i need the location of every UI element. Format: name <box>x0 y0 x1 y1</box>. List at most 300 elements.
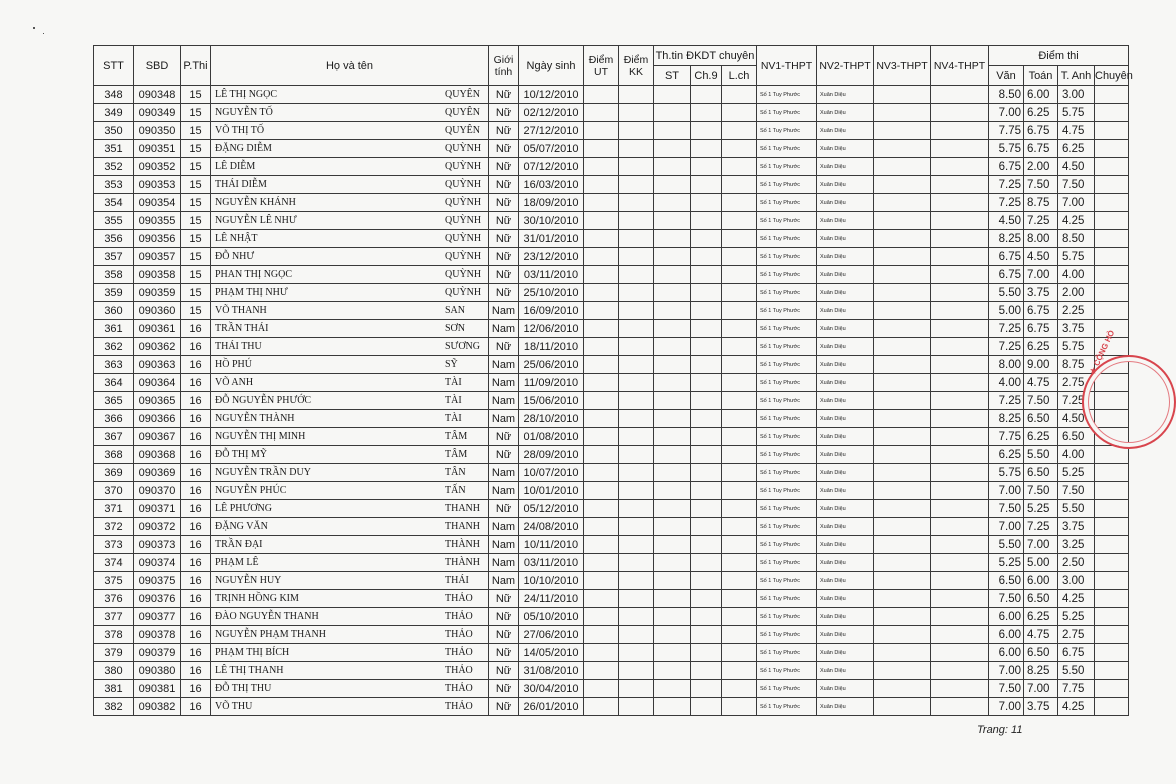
nv3-cell <box>874 248 931 266</box>
chuyen-score-cell <box>1095 122 1129 140</box>
nv4-cell <box>931 302 989 320</box>
gender-cell: Nữ <box>489 662 519 680</box>
st-cell <box>654 122 691 140</box>
nv2-cell: Xuân Diệu <box>817 482 874 500</box>
lch-cell <box>722 536 757 554</box>
first-name: QUỲNH <box>445 251 482 262</box>
pthi-cell: 16 <box>181 464 211 482</box>
last-middle-name: LÊ THỊ NGỌC <box>215 89 278 100</box>
diem-kk-cell <box>619 302 654 320</box>
nv2-cell: Xuân Diệu <box>817 230 874 248</box>
first-name: THẢO <box>445 593 473 604</box>
diem-kk-cell <box>619 572 654 590</box>
last-middle-name: VÕ THANH <box>215 305 267 316</box>
van-score-cell: 7.25 <box>989 338 1024 356</box>
nv3-cell <box>874 374 931 392</box>
sbd-cell: 090357 <box>134 248 181 266</box>
last-middle-name: PHAN THỊ NGỌC <box>215 269 293 280</box>
tanh-score-cell: 4.50 <box>1058 410 1095 428</box>
ch9-cell <box>691 392 722 410</box>
toan-score-cell: 2.00 <box>1024 158 1058 176</box>
header-ngaysinh: Ngày sinh <box>519 46 584 86</box>
lch-cell <box>722 572 757 590</box>
pthi-cell: 16 <box>181 482 211 500</box>
stt-cell: 364 <box>94 374 134 392</box>
sbd-cell: 090358 <box>134 266 181 284</box>
nv2-cell: Xuân Diệu <box>817 194 874 212</box>
tanh-score-cell: 7.25 <box>1058 392 1095 410</box>
last-middle-name: NGUYỄN TRẦN DUY <box>215 467 311 478</box>
table-row <box>94 554 1129 572</box>
stt-cell: 358 <box>94 266 134 284</box>
last-middle-name: ĐỖ NHƯ <box>215 251 255 262</box>
diem-ut-cell <box>584 482 619 500</box>
stt-cell: 357 <box>94 248 134 266</box>
sbd-cell: 090360 <box>134 302 181 320</box>
nv4-cell <box>931 626 989 644</box>
tanh-score-cell: 4.00 <box>1058 446 1095 464</box>
dob-cell: 14/05/2010 <box>519 644 584 662</box>
sbd-cell: 090370 <box>134 482 181 500</box>
gender-cell: Nữ <box>489 158 519 176</box>
nv1-cell: Số 1 Tuy Phước <box>757 572 817 590</box>
first-name: QUYÊN <box>445 107 480 118</box>
first-name: TÂM <box>445 431 468 442</box>
header-toan: Toán <box>1024 66 1058 86</box>
dob-cell: 25/06/2010 <box>519 356 584 374</box>
stt-cell: 381 <box>94 680 134 698</box>
toan-score-cell: 4.50 <box>1024 248 1058 266</box>
nv1-cell: Số 1 Tuy Phước <box>757 518 817 536</box>
diem-ut-cell <box>584 266 619 284</box>
lch-cell <box>722 500 757 518</box>
first-name: TÂN <box>445 467 466 478</box>
chuyen-score-cell <box>1095 158 1129 176</box>
pthi-cell: 16 <box>181 572 211 590</box>
van-score-cell: 8.25 <box>989 410 1024 428</box>
tanh-score-cell: 8.50 <box>1058 230 1095 248</box>
st-cell <box>654 482 691 500</box>
pthi-cell: 15 <box>181 230 211 248</box>
st-cell <box>654 194 691 212</box>
st-cell <box>654 248 691 266</box>
name-cell <box>211 338 489 356</box>
last-middle-name: TRỊNH HỒNG KIM <box>215 593 299 604</box>
nv1-cell: Số 1 Tuy Phước <box>757 644 817 662</box>
lch-cell <box>722 302 757 320</box>
ch9-cell <box>691 104 722 122</box>
nv3-cell <box>874 302 931 320</box>
diem-kk-cell <box>619 230 654 248</box>
pthi-cell: 15 <box>181 302 211 320</box>
table-row <box>94 464 1129 482</box>
table-row <box>94 428 1129 446</box>
toan-score-cell: 3.75 <box>1024 698 1058 716</box>
ch9-cell <box>691 410 722 428</box>
dob-cell: 24/11/2010 <box>519 590 584 608</box>
lch-cell <box>722 698 757 716</box>
ch9-cell <box>691 86 722 104</box>
stt-cell: 370 <box>94 482 134 500</box>
nv4-cell <box>931 662 989 680</box>
gender-cell: Nữ <box>489 284 519 302</box>
van-score-cell: 6.00 <box>989 626 1024 644</box>
last-middle-name: TRẦN THÁI <box>215 323 269 334</box>
sbd-cell: 090349 <box>134 104 181 122</box>
pthi-cell: 16 <box>181 626 211 644</box>
nv1-cell: Số 1 Tuy Phước <box>757 230 817 248</box>
first-name: TẤN <box>445 485 466 496</box>
nv4-cell <box>931 464 989 482</box>
first-name: THẢO <box>445 701 473 712</box>
gender-cell: Nam <box>489 374 519 392</box>
gender-cell: Nữ <box>489 140 519 158</box>
nv1-cell: Số 1 Tuy Phước <box>757 248 817 266</box>
chuyen-score-cell <box>1095 680 1129 698</box>
sbd-cell: 090369 <box>134 464 181 482</box>
pthi-cell: 15 <box>181 176 211 194</box>
toan-score-cell: 5.25 <box>1024 500 1058 518</box>
header-nv4: NV4-THPT <box>931 46 989 86</box>
nv4-cell <box>931 698 989 716</box>
name-cell <box>211 428 489 446</box>
diem-ut-cell <box>584 374 619 392</box>
stt-cell: 359 <box>94 284 134 302</box>
nv2-cell: Xuân Diệu <box>817 122 874 140</box>
stt-cell: 354 <box>94 194 134 212</box>
stt-cell: 366 <box>94 410 134 428</box>
first-name: QUỲNH <box>445 197 482 208</box>
last-middle-name: NGUYỄN THỊ MINH <box>215 431 306 442</box>
tanh-score-cell: 4.50 <box>1058 158 1095 176</box>
diem-ut-cell <box>584 86 619 104</box>
tanh-score-cell: 6.50 <box>1058 428 1095 446</box>
nv3-cell <box>874 266 931 284</box>
nv3-cell <box>874 590 931 608</box>
gender-cell: Nữ <box>489 194 519 212</box>
diem-ut-cell <box>584 212 619 230</box>
nv2-cell: Xuân Diệu <box>817 356 874 374</box>
sbd-cell: 090364 <box>134 374 181 392</box>
nv4-cell <box>931 140 989 158</box>
nv1-cell: Số 1 Tuy Phước <box>757 212 817 230</box>
nv2-cell: Xuân Diệu <box>817 104 874 122</box>
stt-cell: 371 <box>94 500 134 518</box>
stt-cell: 373 <box>94 536 134 554</box>
diem-ut-cell <box>584 392 619 410</box>
diem-ut-cell <box>584 248 619 266</box>
nv2-cell: Xuân Diệu <box>817 608 874 626</box>
diem-kk-cell <box>619 320 654 338</box>
nv1-cell: Số 1 Tuy Phước <box>757 680 817 698</box>
name-cell <box>211 698 489 716</box>
sbd-cell: 090353 <box>134 176 181 194</box>
chuyen-score-cell <box>1095 644 1129 662</box>
sbd-cell: 090372 <box>134 518 181 536</box>
nv1-cell: Số 1 Tuy Phước <box>757 86 817 104</box>
pthi-cell: 15 <box>181 212 211 230</box>
table-row <box>94 572 1129 590</box>
nv3-cell <box>874 536 931 554</box>
nv3-cell <box>874 140 931 158</box>
tanh-score-cell: 7.50 <box>1058 482 1095 500</box>
nv1-cell: Số 1 Tuy Phước <box>757 140 817 158</box>
pthi-cell: 16 <box>181 698 211 716</box>
tanh-score-cell: 2.25 <box>1058 302 1095 320</box>
gender-cell: Nữ <box>489 590 519 608</box>
sbd-cell: 090374 <box>134 554 181 572</box>
dob-cell: 28/09/2010 <box>519 446 584 464</box>
tanh-score-cell: 7.50 <box>1058 176 1095 194</box>
chuyen-score-cell <box>1095 176 1129 194</box>
header-nv1: NV1-THPT <box>757 46 817 86</box>
st-cell <box>654 140 691 158</box>
diem-kk-cell <box>619 86 654 104</box>
last-middle-name: PHẠM THỊ BÍCH <box>215 647 290 658</box>
diem-kk-cell <box>619 158 654 176</box>
lch-cell <box>722 212 757 230</box>
st-cell <box>654 374 691 392</box>
st-cell <box>654 464 691 482</box>
last-middle-name: PHẠM LÊ <box>215 557 259 568</box>
last-middle-name: ĐẶNG DIỄM <box>215 143 272 154</box>
chuyen-score-cell <box>1095 302 1129 320</box>
name-cell <box>211 410 489 428</box>
last-middle-name: VÕ ANH <box>215 377 254 388</box>
tanh-score-cell: 3.00 <box>1058 86 1095 104</box>
table-row <box>94 248 1129 266</box>
pthi-cell: 16 <box>181 680 211 698</box>
van-score-cell: 7.75 <box>989 428 1024 446</box>
nv1-cell: Số 1 Tuy Phước <box>757 464 817 482</box>
table-row <box>94 86 1129 104</box>
toan-score-cell: 6.00 <box>1024 572 1058 590</box>
st-cell <box>654 212 691 230</box>
ch9-cell <box>691 320 722 338</box>
nv3-cell <box>874 680 931 698</box>
diem-ut-cell <box>584 176 619 194</box>
name-cell <box>211 626 489 644</box>
gender-cell: Nam <box>489 464 519 482</box>
van-score-cell: 5.75 <box>989 140 1024 158</box>
page-number: Trang: 11 <box>977 724 1023 736</box>
nv2-cell: Xuân Diệu <box>817 644 874 662</box>
tanh-score-cell: 5.25 <box>1058 608 1095 626</box>
chuyen-score-cell <box>1095 554 1129 572</box>
first-name: TÂM <box>445 449 468 460</box>
ch9-cell <box>691 122 722 140</box>
nv1-cell: Số 1 Tuy Phước <box>757 500 817 518</box>
lch-cell <box>722 374 757 392</box>
nv2-cell: Xuân Diệu <box>817 302 874 320</box>
van-score-cell: 5.25 <box>989 554 1024 572</box>
table-row <box>94 644 1129 662</box>
van-score-cell: 7.50 <box>989 500 1024 518</box>
ch9-cell <box>691 536 722 554</box>
lch-cell <box>722 284 757 302</box>
nv2-cell: Xuân Diệu <box>817 428 874 446</box>
header-gioitinh: Giới tính <box>489 46 519 86</box>
pthi-cell: 15 <box>181 284 211 302</box>
chuyen-score-cell <box>1095 230 1129 248</box>
nv2-cell: Xuân Diệu <box>817 284 874 302</box>
st-cell <box>654 176 691 194</box>
name-cell <box>211 122 489 140</box>
pthi-cell: 16 <box>181 608 211 626</box>
sbd-cell: 090382 <box>134 698 181 716</box>
table-row <box>94 302 1129 320</box>
stt-cell: 352 <box>94 158 134 176</box>
header-stt: STT <box>94 46 134 86</box>
toan-score-cell: 7.00 <box>1024 536 1058 554</box>
sbd-cell: 090363 <box>134 356 181 374</box>
nv1-cell: Số 1 Tuy Phước <box>757 266 817 284</box>
ch9-cell <box>691 230 722 248</box>
nv3-cell <box>874 554 931 572</box>
diem-ut-cell <box>584 500 619 518</box>
pthi-cell: 15 <box>181 104 211 122</box>
name-cell <box>211 482 489 500</box>
nv3-cell <box>874 518 931 536</box>
st-cell <box>654 698 691 716</box>
nv2-cell: Xuân Diệu <box>817 248 874 266</box>
diem-kk-cell <box>619 554 654 572</box>
table-row <box>94 158 1129 176</box>
dob-cell: 31/08/2010 <box>519 662 584 680</box>
nv4-cell <box>931 320 989 338</box>
gender-cell: Nữ <box>489 230 519 248</box>
last-middle-name: NGUYỄN KHÁNH <box>215 197 296 208</box>
nv4-cell <box>931 230 989 248</box>
lch-cell <box>722 410 757 428</box>
nv4-cell <box>931 644 989 662</box>
diem-kk-cell <box>619 122 654 140</box>
last-middle-name: LÊ NHẬT <box>215 233 258 244</box>
name-cell <box>211 284 489 302</box>
diem-kk-cell <box>619 392 654 410</box>
pthi-cell: 16 <box>181 320 211 338</box>
first-name: SAN <box>445 305 466 316</box>
name-cell <box>211 500 489 518</box>
name-cell <box>211 392 489 410</box>
st-cell <box>654 518 691 536</box>
gender-cell: Nam <box>489 572 519 590</box>
diem-kk-cell <box>619 482 654 500</box>
diem-ut-cell <box>584 464 619 482</box>
pthi-cell: 15 <box>181 248 211 266</box>
first-name: QUỲNH <box>445 287 482 298</box>
name-cell <box>211 158 489 176</box>
ch9-cell <box>691 626 722 644</box>
pthi-cell: 16 <box>181 590 211 608</box>
tanh-score-cell: 3.75 <box>1058 320 1095 338</box>
diem-kk-cell <box>619 338 654 356</box>
table-row <box>94 536 1129 554</box>
nv3-cell <box>874 320 931 338</box>
pthi-cell: 15 <box>181 86 211 104</box>
dob-cell: 05/12/2010 <box>519 500 584 518</box>
stt-cell: 377 <box>94 608 134 626</box>
chuyen-score-cell <box>1095 464 1129 482</box>
van-score-cell: 8.50 <box>989 86 1024 104</box>
st-cell <box>654 662 691 680</box>
toan-score-cell: 6.75 <box>1024 140 1058 158</box>
chuyen-score-cell <box>1095 590 1129 608</box>
diem-ut-cell <box>584 644 619 662</box>
st-cell <box>654 284 691 302</box>
st-cell <box>654 338 691 356</box>
gender-cell: Nữ <box>489 500 519 518</box>
toan-score-cell: 6.25 <box>1024 104 1058 122</box>
first-name: QUỲNH <box>445 161 482 172</box>
nv3-cell <box>874 572 931 590</box>
nv3-cell <box>874 464 931 482</box>
ch9-cell <box>691 500 722 518</box>
pthi-cell: 16 <box>181 356 211 374</box>
sbd-cell: 090361 <box>134 320 181 338</box>
nv2-cell: Xuân Diệu <box>817 158 874 176</box>
nv2-cell: Xuân Diệu <box>817 446 874 464</box>
sbd-cell: 090367 <box>134 428 181 446</box>
last-middle-name: NGUYỄN PHẠM THANH <box>215 629 326 640</box>
dob-cell: 10/11/2010 <box>519 536 584 554</box>
stt-cell: 361 <box>94 320 134 338</box>
name-cell <box>211 212 489 230</box>
tanh-score-cell: 7.75 <box>1058 680 1095 698</box>
st-cell <box>654 626 691 644</box>
table-row <box>94 446 1129 464</box>
pthi-cell: 16 <box>181 392 211 410</box>
nv4-cell <box>931 266 989 284</box>
stt-cell: 372 <box>94 518 134 536</box>
st-cell <box>654 590 691 608</box>
tanh-score-cell: 2.50 <box>1058 554 1095 572</box>
last-middle-name: LÊ DIỄM <box>215 161 256 172</box>
tanh-score-cell: 3.00 <box>1058 572 1095 590</box>
gender-cell: Nam <box>489 392 519 410</box>
pthi-cell: 16 <box>181 446 211 464</box>
nv3-cell <box>874 104 931 122</box>
gender-cell: Nữ <box>489 698 519 716</box>
nv4-cell <box>931 158 989 176</box>
stt-cell: 360 <box>94 302 134 320</box>
table-row <box>94 122 1129 140</box>
sbd-cell: 090368 <box>134 446 181 464</box>
sbd-cell: 090366 <box>134 410 181 428</box>
nv3-cell <box>874 482 931 500</box>
diem-kk-cell <box>619 266 654 284</box>
diem-ut-cell <box>584 410 619 428</box>
nv2-cell: Xuân Diệu <box>817 176 874 194</box>
van-score-cell: 7.25 <box>989 176 1024 194</box>
dob-cell: 30/10/2010 <box>519 212 584 230</box>
nv3-cell <box>874 446 931 464</box>
diem-ut-cell <box>584 428 619 446</box>
lch-cell <box>722 356 757 374</box>
header-nv3: NV3-THPT <box>874 46 931 86</box>
table-row <box>94 284 1129 302</box>
nv4-cell <box>931 338 989 356</box>
pthi-cell: 15 <box>181 194 211 212</box>
st-cell <box>654 104 691 122</box>
lch-cell <box>722 338 757 356</box>
first-name: SƯƠNG <box>445 341 480 352</box>
diem-kk-cell <box>619 284 654 302</box>
st-cell <box>654 572 691 590</box>
lch-cell <box>722 392 757 410</box>
diem-kk-cell <box>619 536 654 554</box>
chuyen-score-cell <box>1095 626 1129 644</box>
